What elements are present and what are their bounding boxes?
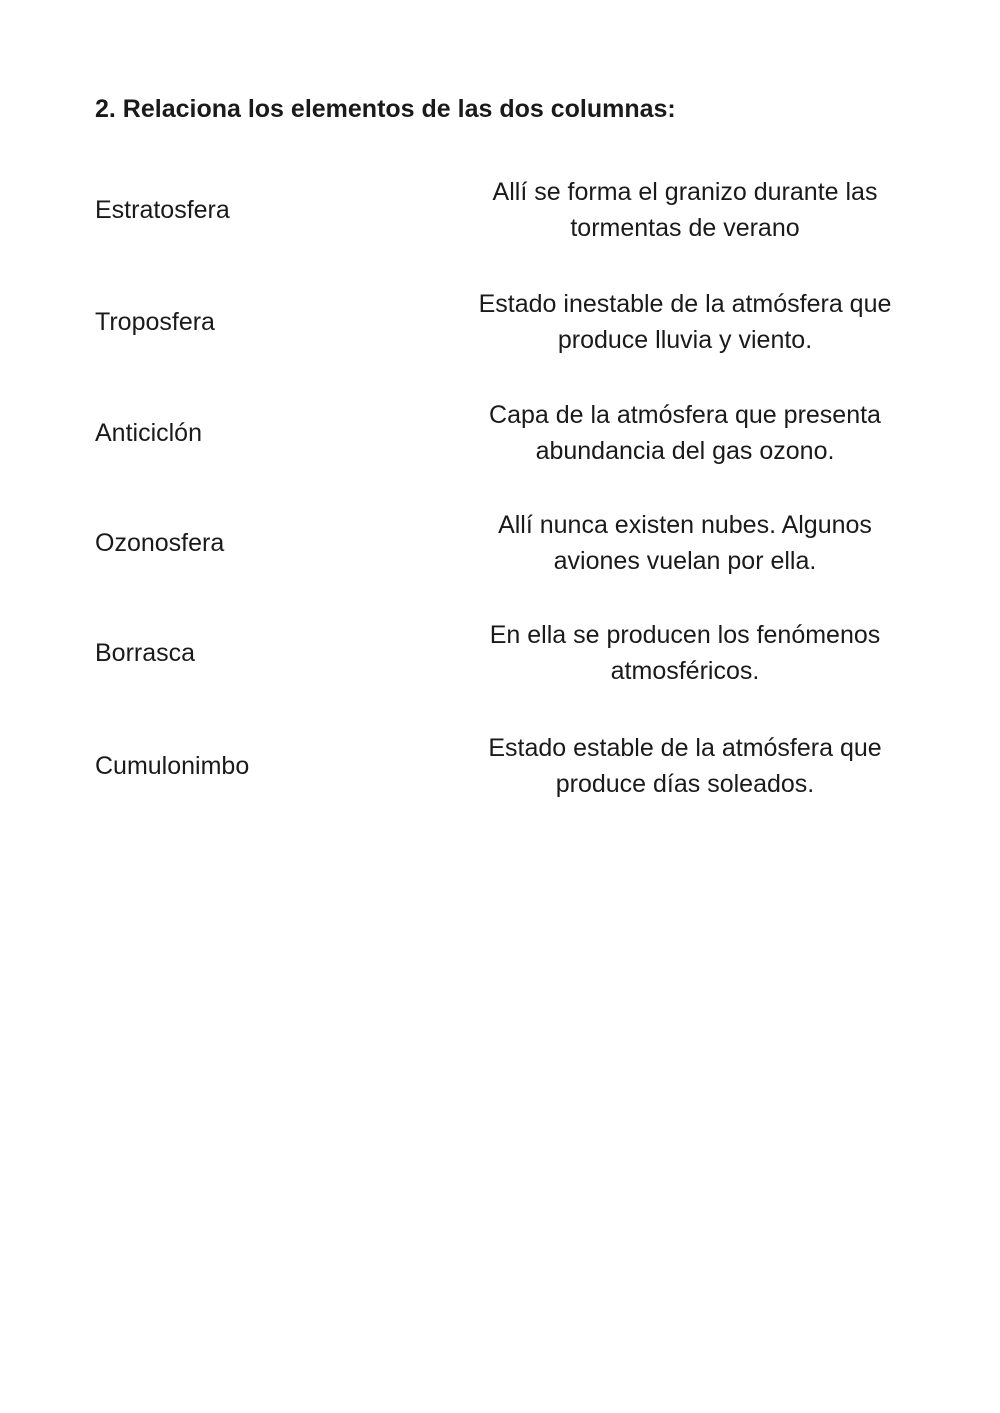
matching-row <box>0 282 1000 362</box>
matching-row <box>0 503 1000 583</box>
left-column-term[interactable]: Ozonosfera <box>95 529 225 557</box>
right-column-definition[interactable]: En ella se producen los fenómenos atmosféricos. <box>489 621 881 685</box>
left-column-term[interactable]: Borrasca <box>95 639 196 667</box>
matching-row <box>0 393 1000 473</box>
left-column-term[interactable]: Estratosfera <box>95 196 230 224</box>
right-column-definition[interactable]: Allí nunca existen nubes. Algunos aviones vuelan por ella. <box>498 511 872 575</box>
left-column-term[interactable]: Cumulonimbo <box>95 752 250 780</box>
exercise-title: 2. Relaciona los elementos de las dos columnas: <box>95 95 676 123</box>
right-column-definition[interactable]: Capa de la atmósfera que presenta abundancia del gas ozono. <box>489 401 881 465</box>
matching-row <box>0 613 1000 693</box>
left-column-term[interactable]: Anticiclón <box>95 419 202 447</box>
right-column-definition[interactable]: Estado inestable de la atmósfera que produce lluvia y viento. <box>478 290 892 354</box>
left-column-term[interactable]: Troposfera <box>95 308 215 336</box>
right-column-definition[interactable]: Allí se forma el granizo durante las tormentas de verano <box>492 178 878 242</box>
matching-row <box>0 170 1000 250</box>
matching-row <box>0 726 1000 806</box>
right-column-definition[interactable]: Estado estable de la atmósfera que produce días soleados. <box>488 734 882 798</box>
